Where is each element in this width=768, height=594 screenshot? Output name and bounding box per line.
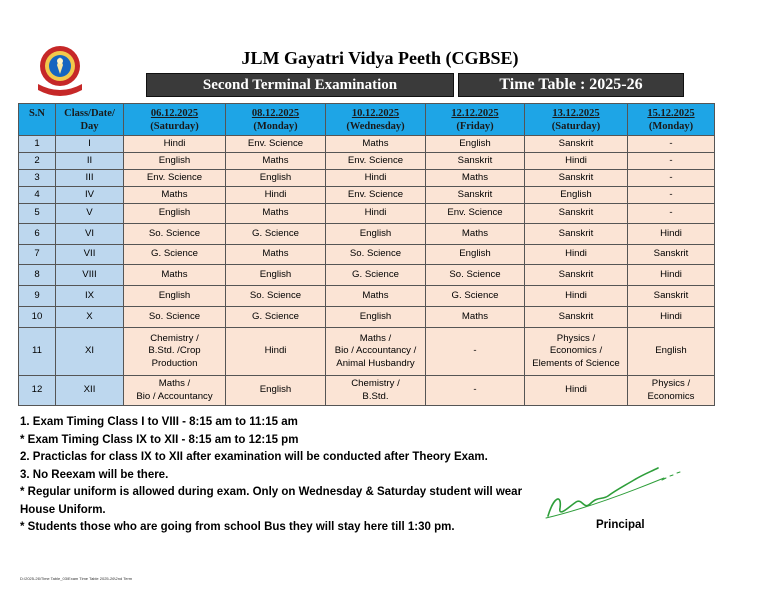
class-cell: VI	[56, 224, 124, 245]
header-sn-label: S.N	[28, 107, 46, 119]
subject-line: Economics /	[549, 345, 603, 357]
subject-cell: English	[525, 187, 628, 204]
subject-cell: English	[226, 170, 326, 187]
subject-line: Economics	[647, 390, 695, 402]
serial-number-cell: 12	[19, 376, 56, 406]
date-label: 10.12.2025	[351, 107, 400, 119]
subject-line: B.Std.	[362, 390, 389, 402]
serial-number-cell: 11	[19, 328, 56, 376]
subject-cell: So. Science	[426, 265, 525, 286]
subject-cell	[326, 376, 426, 406]
exam-notes	[20, 414, 540, 537]
subject-cell: Sanskrit	[525, 204, 628, 224]
subject-cell	[525, 328, 628, 376]
principal-label: Principal	[596, 519, 645, 531]
serial-number-cell: 7	[19, 245, 56, 265]
day-label: (Monday)	[253, 120, 298, 132]
exam-title-banner: Second Terminal Examination	[146, 73, 454, 97]
subject-cell: Sanskrit	[525, 307, 628, 328]
subject-cell	[628, 328, 715, 376]
day-label: (Saturday)	[150, 120, 199, 132]
class-cell: VIII	[56, 265, 124, 286]
subject-line: Production	[151, 357, 198, 369]
subject-line: Maths /	[359, 332, 392, 344]
serial-number-cell: 9	[19, 286, 56, 307]
table-row	[19, 245, 715, 265]
date-label: 06.12.2025	[150, 107, 199, 119]
subject-cell: English	[124, 286, 226, 307]
subject-cell: Hindi	[326, 204, 426, 224]
header-date-6	[628, 104, 715, 136]
class-cell: XI	[56, 328, 124, 376]
principal-signature	[540, 456, 690, 526]
subject-cell: Sanskrit	[525, 265, 628, 286]
subject-cell: Maths	[226, 153, 326, 170]
subject-cell: Maths	[426, 170, 525, 187]
subject-cell: G. Science	[124, 245, 226, 265]
subject-cell: Maths	[426, 224, 525, 245]
table-row	[19, 286, 715, 307]
header-class-line2: Day	[80, 120, 99, 132]
note-line: 2. Practiclas for class IX to XII after examination will be conducted after Theory Exam.	[20, 451, 488, 463]
subject-line: English	[259, 384, 292, 396]
subject-line: Animal Husbandry	[336, 357, 415, 369]
serial-number-cell: 5	[19, 204, 56, 224]
class-cell: III	[56, 170, 124, 187]
subject-cell: Hindi	[628, 307, 715, 328]
subject-cell: Sanskrit	[426, 187, 525, 204]
subject-cell: Maths	[226, 204, 326, 224]
class-cell: V	[56, 204, 124, 224]
header-date-5	[525, 104, 628, 136]
subject-cell: -	[628, 204, 715, 224]
subject-cell	[124, 376, 226, 406]
subject-line: Bio / Accountancy /	[334, 345, 417, 357]
subject-cell: English	[326, 307, 426, 328]
subject-cell: Env. Science	[326, 153, 426, 170]
subject-line: -	[473, 384, 477, 396]
subject-cell	[426, 376, 525, 406]
subject-cell: English	[226, 265, 326, 286]
day-label: (Friday)	[456, 120, 494, 132]
table-row	[19, 328, 715, 376]
subject-cell: Maths	[124, 187, 226, 204]
subject-cell: Maths	[226, 245, 326, 265]
subject-cell: -	[628, 187, 715, 204]
subject-cell	[226, 328, 326, 376]
subject-cell: Hindi	[326, 170, 426, 187]
subject-cell	[426, 328, 525, 376]
table-row	[19, 187, 715, 204]
subject-cell: -	[628, 136, 715, 153]
subject-cell: So. Science	[326, 245, 426, 265]
subject-cell: Sanskrit	[426, 153, 525, 170]
subject-cell: Hindi	[628, 224, 715, 245]
subject-cell	[628, 376, 715, 406]
table-row	[19, 307, 715, 328]
subject-cell: English	[124, 204, 226, 224]
subject-cell: Hindi	[124, 136, 226, 153]
day-label: (Monday)	[648, 120, 694, 132]
note-line: 3. No Reexam will be there.	[20, 468, 169, 481]
subject-cell: Sanskrit	[525, 136, 628, 153]
header-date-4	[426, 104, 525, 136]
subject-cell: Maths	[326, 286, 426, 307]
subject-cell: So. Science	[124, 307, 226, 328]
subject-cell: G. Science	[226, 307, 326, 328]
subject-cell: Sanskrit	[628, 286, 715, 307]
subject-cell	[226, 376, 326, 406]
subject-cell: Hindi	[628, 265, 715, 286]
day-label: (Wednesday)	[346, 120, 405, 132]
subject-cell: English	[426, 245, 525, 265]
class-cell: XII	[56, 376, 124, 406]
subject-line: Chemistry /	[150, 332, 199, 344]
table-row	[19, 153, 715, 170]
subject-line: Elements of Science	[532, 357, 620, 369]
serial-number-cell: 2	[19, 153, 56, 170]
class-cell: IV	[56, 187, 124, 204]
subject-cell: G. Science	[326, 265, 426, 286]
subject-cell: Hindi	[525, 153, 628, 170]
school-logo	[32, 44, 88, 96]
subject-cell	[326, 328, 426, 376]
serial-number-cell: 1	[19, 136, 56, 153]
subject-cell	[525, 376, 628, 406]
date-label: 13.12.2025	[552, 107, 600, 119]
header-class	[56, 104, 124, 136]
table-row	[19, 170, 715, 187]
serial-number-cell: 8	[19, 265, 56, 286]
subject-cell: Hindi	[525, 245, 628, 265]
subject-line: Chemistry /	[351, 378, 400, 389]
subject-cell: So. Science	[124, 224, 226, 245]
subject-cell: So. Science	[226, 286, 326, 307]
subject-cell: Sanskrit	[525, 224, 628, 245]
table-row	[19, 136, 715, 153]
serial-number-cell: 6	[19, 224, 56, 245]
note-line: 1. Exam Timing Class I to VIII - 8:15 am to 11:15 am	[20, 416, 298, 428]
class-cell: VII	[56, 245, 124, 265]
subject-line: B.Std. /Crop	[148, 345, 201, 357]
subject-cell: Hindi	[226, 187, 326, 204]
subject-line: Physics /	[556, 332, 596, 344]
subject-line: Bio / Accountancy	[136, 390, 213, 402]
subject-cell: English	[426, 136, 525, 153]
subject-cell: -	[628, 170, 715, 187]
date-label: 08.12.2025	[251, 107, 300, 119]
date-label: 15.12.2025	[647, 107, 695, 119]
subject-line: Maths /	[158, 378, 191, 389]
header-date-2	[226, 104, 326, 136]
day-label: (Saturday)	[551, 120, 601, 132]
note-line: * Students those who are going from school Bus they will stay here till 1:30 pm.	[20, 521, 455, 533]
subject-cell	[124, 328, 226, 376]
serial-number-cell: 10	[19, 307, 56, 328]
subject-cell: English	[326, 224, 426, 245]
serial-number-cell: 3	[19, 170, 56, 187]
subject-cell: Hindi	[525, 286, 628, 307]
class-cell: I	[56, 136, 124, 153]
date-label: 12.12.2025	[451, 107, 499, 119]
class-cell: II	[56, 153, 124, 170]
subject-cell: Maths	[426, 307, 525, 328]
header-row	[19, 104, 715, 136]
subject-cell: English	[124, 153, 226, 170]
header-sn	[19, 104, 56, 136]
table-row	[19, 265, 715, 286]
note-line: * Regular uniform is allowed during exam. Only on Wednesday & Saturday student will wear House Uniform.	[20, 486, 523, 516]
header-date-3	[326, 104, 426, 136]
timetable-body	[19, 136, 715, 406]
class-cell: IX	[56, 286, 124, 307]
table-row	[19, 204, 715, 224]
header-date-1	[124, 104, 226, 136]
header-class-line1: Class/Date/	[64, 107, 115, 119]
subject-cell: -	[628, 153, 715, 170]
subject-line: -	[473, 345, 477, 357]
subject-cell: Env. Science	[124, 170, 226, 187]
timetable	[18, 103, 715, 406]
serial-number-cell: 4	[19, 187, 56, 204]
subject-line: Hindi	[565, 384, 587, 396]
subject-cell: Env. Science	[426, 204, 525, 224]
subject-cell: Maths	[124, 265, 226, 286]
note-line: * Exam Timing Class IX to XII - 8:15 am to 12:15 pm	[20, 433, 299, 446]
subject-line: Physics /	[651, 378, 691, 389]
class-cell: X	[56, 307, 124, 328]
subject-line: Hindi	[264, 345, 287, 357]
subject-cell: Sanskrit	[525, 170, 628, 187]
school-name: JLM Gayatri Vidya Peeth (CGBSE)	[241, 48, 519, 68]
subject-cell: Sanskrit	[628, 245, 715, 265]
timetable-banner: Time Table : 2025-26	[458, 73, 684, 97]
table-row	[19, 376, 715, 406]
file-path-footer: D:\2025-26\Time Table_03\Exam Time Table 2025-26\2nd Term	[20, 576, 133, 581]
subject-line: English	[655, 345, 687, 357]
subject-cell: Maths	[326, 136, 426, 153]
subject-cell: G. Science	[226, 224, 326, 245]
table-row	[19, 224, 715, 245]
subject-cell: G. Science	[426, 286, 525, 307]
subject-cell: Env. Science	[226, 136, 326, 153]
subject-cell: Env. Science	[326, 187, 426, 204]
